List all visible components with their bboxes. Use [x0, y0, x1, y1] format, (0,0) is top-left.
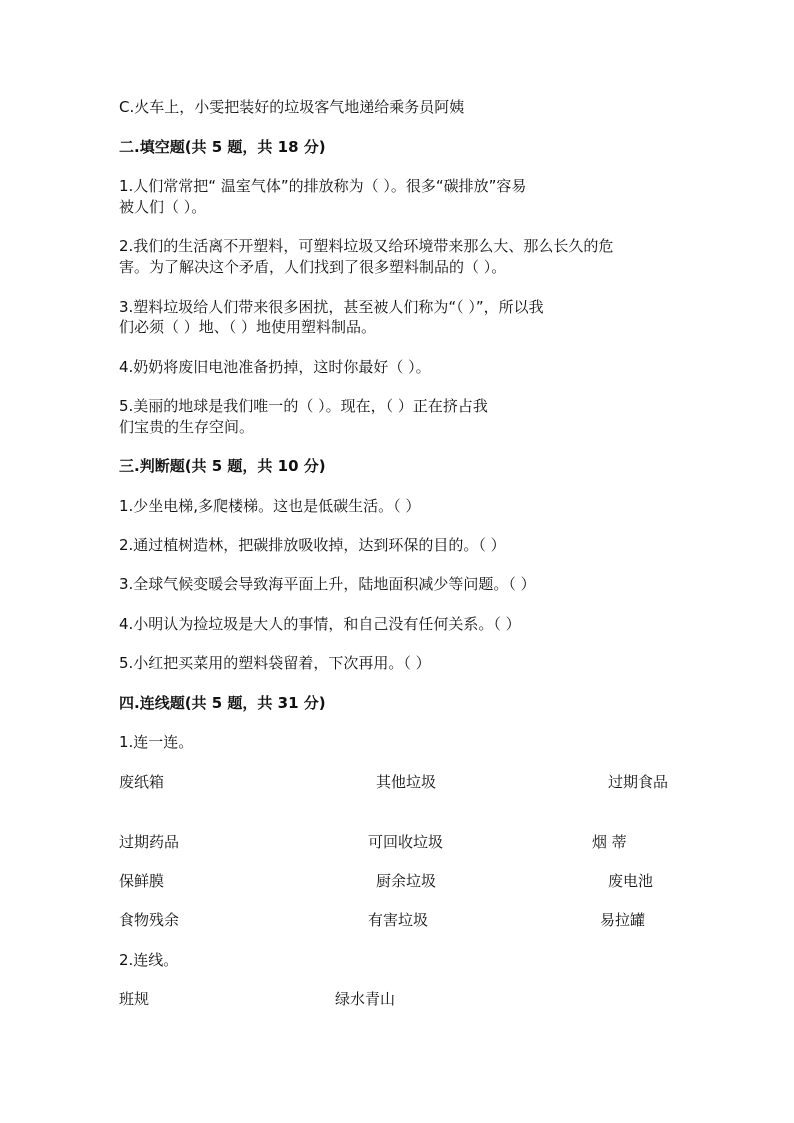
match-left-item: 保鲜膜	[119, 872, 165, 890]
match-left-item: 废纸箱	[119, 773, 165, 791]
match-middle-item: 有害垃圾	[368, 911, 429, 929]
match-right-item: 烟 蒂	[592, 833, 627, 851]
fill-q5-line2: 们宝贵的生存空间。	[119, 418, 255, 436]
fill-q3-line2: 们必须（ ）地、（ ）地使用塑料制品。	[119, 318, 377, 336]
fill-q2-line2: 害。为了解决这个矛盾，人们找到了很多塑料制品的（ ）。	[119, 258, 507, 276]
match-left-item: 过期药品	[119, 833, 180, 851]
fill-q3-line1: 3.塑料垃圾给人们带来很多困扰，甚至被人们称为“（ ）”，所以我	[119, 298, 544, 316]
match-middle-item: 厨余垃圾	[376, 872, 437, 890]
match-right-item: 易拉罐	[600, 911, 646, 929]
section-true-false-heading: 三.判断题(共 5 题，共 10 分)	[119, 457, 326, 475]
match-right-item: 废电池	[608, 872, 654, 890]
match-middle-item: 其他垃圾	[376, 773, 437, 791]
tf-item: 2.通过植树造林，把碳排放吸收掉，达到环保的目的。（ ）	[119, 536, 506, 554]
match-left-item: 班规	[119, 990, 150, 1008]
fill-q1-line1: 1.人们常常把“ 温室气体”的排放称为（ ）。很多“碳排放”容易	[119, 177, 527, 195]
tf-item: 1.少坐电梯,多爬楼梯。这也是低碳生活。（ ）	[119, 497, 421, 515]
fill-q1-line2: 被人们（ ）。	[119, 198, 207, 216]
fill-q4-line1: 4.奶奶将废旧电池准备扔掉，这时你最好（ ）。	[119, 358, 431, 376]
fill-q2-line1: 2.我们的生活离不开塑料，可塑料垃圾又给环境带来那么大、那么长久的危	[119, 237, 614, 255]
match-left-item: 食物残余	[119, 911, 180, 929]
matching-q1-label: 1.连一连。	[119, 733, 194, 751]
match-middle-item: 可回收垃圾	[368, 833, 444, 851]
fill-q5-line1: 5.美丽的地球是我们唯一的（ ）。现在，（ ）正在挤占我	[119, 397, 488, 415]
tf-item: 3.全球气候变暖会导致海平面上升，陆地面积减少等问题。（ ）	[119, 575, 536, 593]
match-right-item: 过期食品	[608, 773, 669, 791]
matching-q2-label: 2.连线。	[119, 951, 179, 969]
section-fill-in-heading: 二.填空题(共 5 题，共 18 分)	[119, 138, 326, 156]
section-matching-heading: 四.连线题(共 5 题，共 31 分)	[119, 694, 326, 712]
tf-item: 4.小明认为捡垃圾是大人的事情，和自己没有任何关系。（ ）	[119, 615, 521, 633]
option-c-text: C.火车上，小雯把装好的垃圾客气地递给乘务员阿姨	[119, 98, 465, 116]
match-right-item: 绿水青山	[335, 990, 396, 1008]
tf-item: 5.小红把买菜用的塑料袋留着，下次再用。（ ）	[119, 654, 431, 672]
